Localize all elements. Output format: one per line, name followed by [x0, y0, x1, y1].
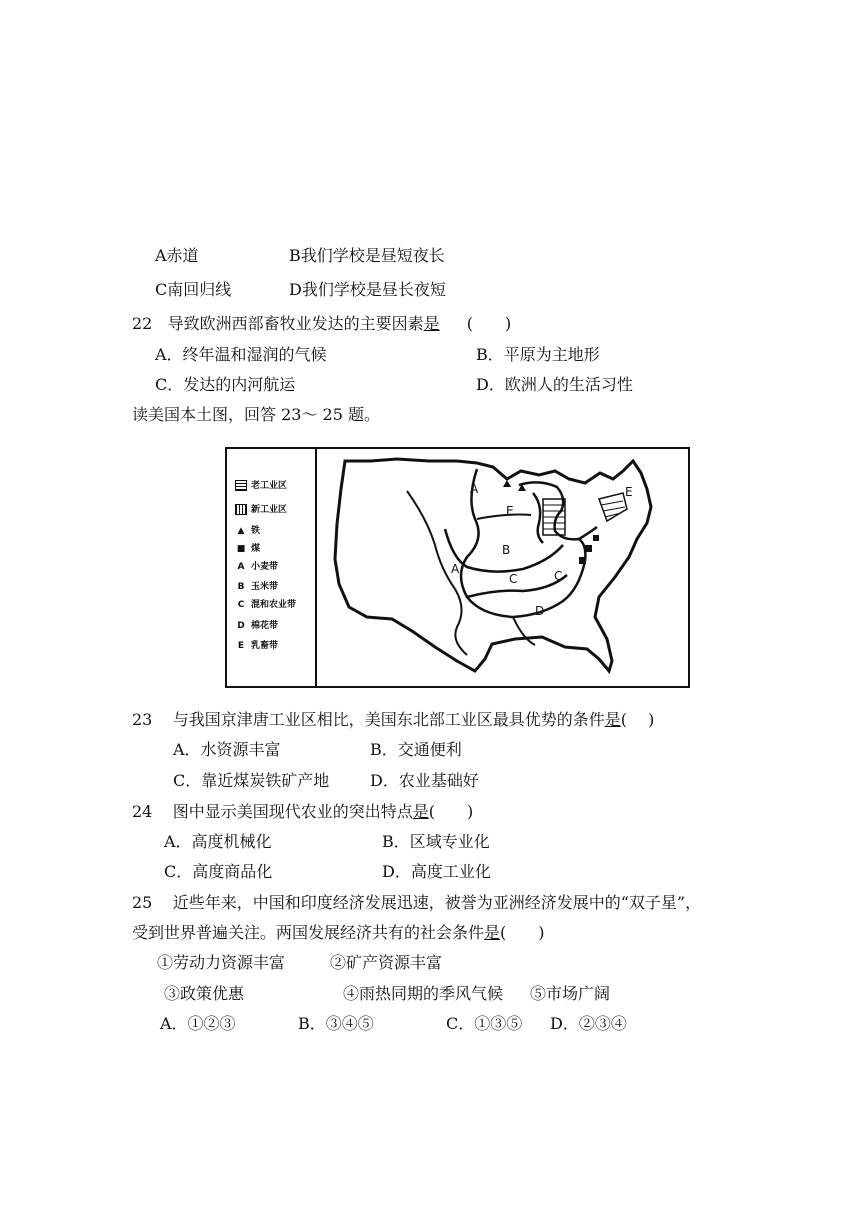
- legend-old-industrial: 老工业区: [235, 480, 287, 492]
- q22-option-b: B．平原为主地形: [476, 345, 600, 364]
- q25-item-2: ②矿产资源丰富: [330, 953, 443, 972]
- coal-square-icon: [585, 545, 592, 552]
- question-25-stem-line2: [132, 923, 545, 943]
- usa-map-drawing: [317, 449, 688, 686]
- q22-option-a: A．终年温和湿润的气候: [155, 345, 327, 364]
- q25-item-5: ⑤市场广阔: [530, 984, 611, 1003]
- legend-iron: ▲ 铁: [235, 525, 260, 537]
- underlined-word: 是: [412, 802, 429, 821]
- question-number: 24: [132, 802, 153, 821]
- legend-mixed: C 混和农业带: [237, 600, 297, 610]
- region-label-d: D: [535, 604, 545, 618]
- q25-item-4: ④雨热同期的季风气候: [343, 984, 504, 1003]
- iron-triangle-icon: [503, 480, 511, 487]
- usa-map-figure: [225, 447, 690, 688]
- q21-option-b: B我们学校是昼短夜长: [289, 246, 445, 265]
- q23-option-a: A．水资源丰富: [173, 740, 281, 759]
- q24-option-b: B．区域专业化: [382, 832, 490, 851]
- answer-blank: ( ): [466, 314, 512, 333]
- usa-outline: [335, 459, 651, 671]
- question-text: 与我国京津唐工业区相比，美国东北部工业区最具优势的条件: [172, 710, 605, 729]
- question-25-stem-line1: [132, 893, 701, 913]
- region-label-c-west: C: [509, 572, 518, 586]
- legend-new-industrial: 新工业区: [235, 504, 287, 516]
- question-text: 受到世界普遍关注。两国发展经济共有的社会条件: [132, 923, 485, 942]
- region-label-c-east: C: [554, 569, 563, 583]
- horizontal-hatch-icon: [235, 480, 247, 491]
- triangle-icon: ▲: [237, 526, 245, 536]
- square-icon: ■: [236, 544, 246, 554]
- q23-option-c: C．靠近煤炭铁矿产地: [173, 771, 330, 790]
- q23-option-b: B．交通便利: [370, 740, 462, 759]
- q25-item-1: ①劳动力资源丰富: [157, 953, 286, 972]
- legend-dairy: E 乳畜带: [237, 641, 279, 651]
- q24-option-a: A．高度机械化: [164, 832, 272, 851]
- question-text: 近些年来，中国和印度经济发展迅速，被誉为亚洲经济发展中的“双子星”，: [172, 893, 702, 912]
- q24-option-c: C．高度商品化: [164, 862, 273, 881]
- answer-blank: ( ): [620, 710, 655, 729]
- q25-option-c: C．①③⑤: [446, 1014, 523, 1033]
- q24-option-d: D．高度工业化: [382, 862, 491, 881]
- legend-coal: ■ 煤: [236, 544, 261, 554]
- q21-option-d: D我们学校是昼长夜短: [289, 280, 446, 299]
- q25-item-3: ③政策优惠: [164, 984, 245, 1003]
- region-label-e: E: [506, 504, 514, 518]
- vertical-hatch-icon: [235, 504, 247, 515]
- question-number: 22: [132, 314, 153, 333]
- q22-option-d: D．欧洲人的生活习性: [476, 375, 633, 394]
- legend-cotton: D 棉花带: [237, 621, 279, 631]
- q21-option-a: A赤道: [155, 246, 199, 265]
- question-number: 25: [132, 893, 153, 912]
- underlined-word: 是: [604, 710, 621, 729]
- region-label-b: B: [502, 543, 511, 557]
- q23-option-d: D．农业基础好: [370, 771, 479, 790]
- q25-option-d: D．②③④: [550, 1014, 627, 1033]
- question-23-stem: [132, 710, 654, 730]
- map-legend: [227, 449, 317, 686]
- q21-option-c: C南回归线: [155, 280, 232, 299]
- underlined-word: 是: [423, 314, 440, 333]
- question-22-stem: [132, 314, 511, 334]
- legend-wheat: A 小麦带: [237, 562, 279, 572]
- region-label-a-south: A: [451, 562, 460, 576]
- q22-option-c: C．发达的内河航运: [155, 375, 296, 394]
- legend-corn: B 玉米带: [237, 582, 279, 592]
- q25-option-a: A．①②③: [160, 1014, 236, 1033]
- question-text: 图中显示美国现代农业的突出特点: [172, 802, 413, 821]
- q25-option-b: B．③④⑤: [298, 1014, 374, 1033]
- question-24-stem: [132, 802, 473, 822]
- question-text: 导致欧洲西部畜牧业发达的主要因素: [167, 314, 424, 333]
- map-intro: 读美国本土图，回答 23～ 25 题。: [132, 405, 380, 424]
- underlined-word: 是: [484, 923, 501, 942]
- question-number: 23: [132, 710, 153, 729]
- region-label-e-east: E: [625, 485, 633, 499]
- region-label-a-north: A: [470, 482, 479, 496]
- answer-blank: ( ): [428, 802, 474, 821]
- answer-blank: ( ): [500, 923, 545, 942]
